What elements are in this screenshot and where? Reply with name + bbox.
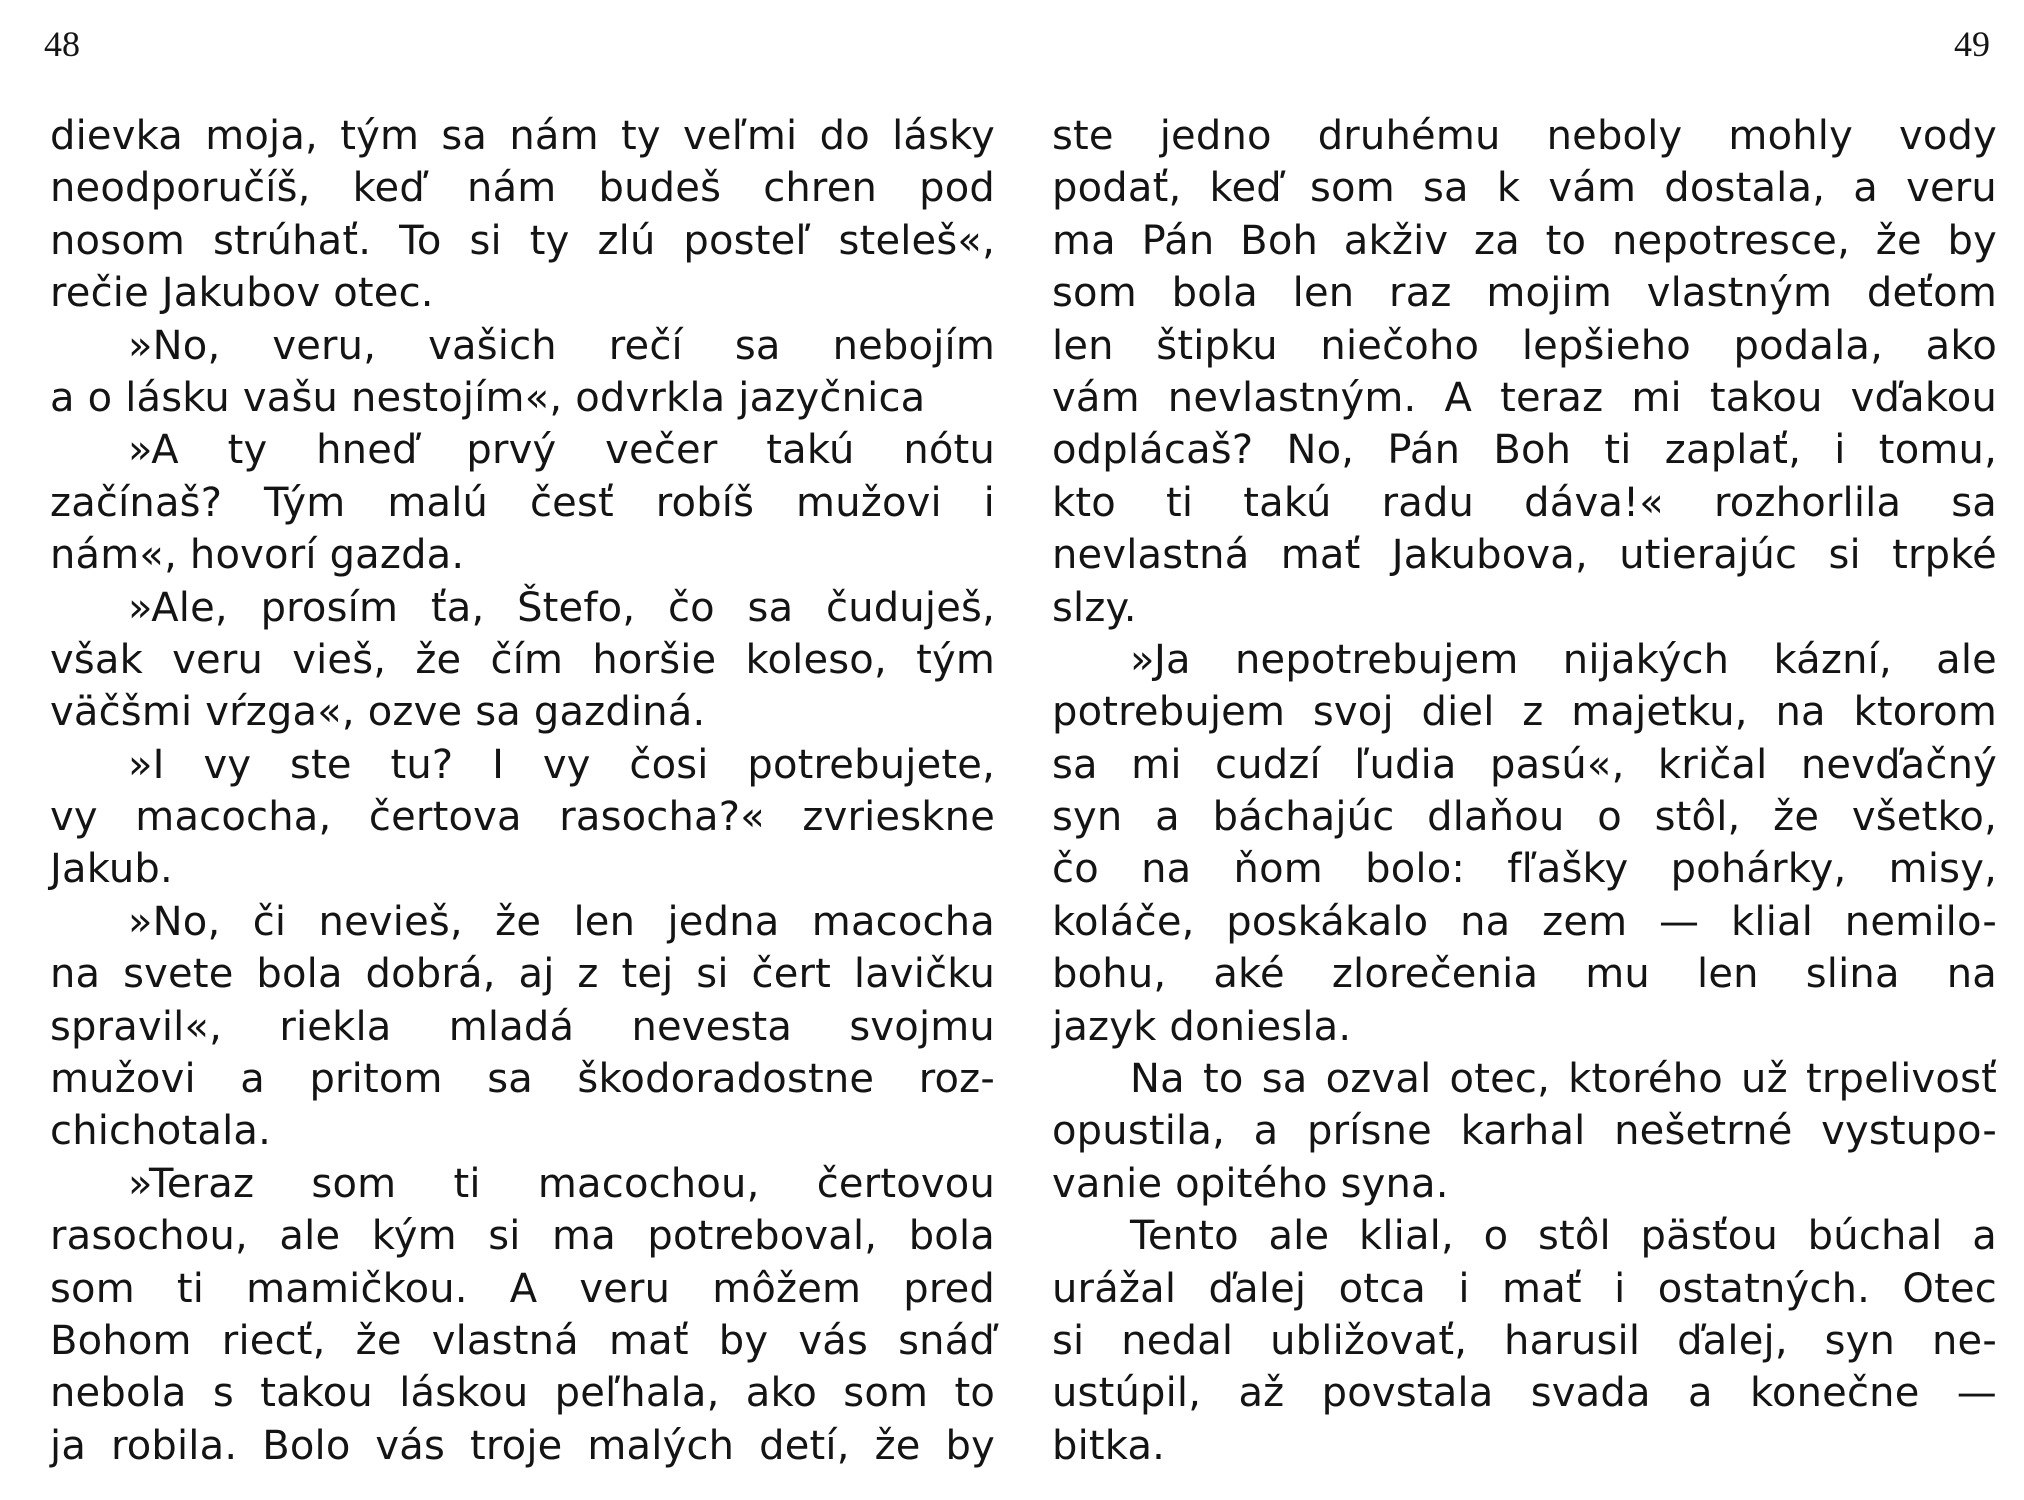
text-line: dievka moja, tým sa nám ty veľmi do lásky	[50, 113, 995, 159]
text-line: potrebujem svoj diel z majetku, na ktorom	[1052, 689, 1997, 736]
text-line: len štipku niečoho lepšieho podala, ako	[1052, 322, 1997, 369]
text-line: ustúpil, až povstala svada a konečne —	[1052, 1370, 1997, 1417]
text-line: kto ti takú radu dáva!« rozhorlila sa	[1052, 479, 1997, 526]
text-line: nebola s takou láskou peľhala, ako som to	[50, 1370, 995, 1417]
text-line: som ti mamičkou. A veru môžem pred	[50, 1265, 995, 1312]
text-line: a o lásku vašu nestojím«, odvrkla jazyčnica	[50, 374, 926, 421]
text-line: urážal ďalej otca i mať i ostatných. Otec	[1052, 1265, 1997, 1312]
text-line: ste jedno druhému neboly mohly vody	[1052, 113, 1997, 159]
text-line: však veru vieš, že čím horšie koleso, tým	[50, 636, 995, 683]
text-line: bitka.	[1052, 1422, 1166, 1469]
text-line: neodporučíš, keď nám budeš chren pod	[50, 165, 995, 212]
text-line: na svete bola dobrá, aj z tej si čert lavičku	[50, 951, 995, 998]
text-line: bohu, aké zlorečenia mu len slina na	[1052, 951, 1997, 998]
page-number-left: 48	[44, 24, 80, 64]
text-line: koláče, poskákalo na zem — klial nemilo-	[1052, 898, 1997, 945]
text-line: spravil«, riekla mladá nevesta svojmu	[50, 1003, 995, 1050]
text-line: sa mi cudzí ľudia pasú«, kričal nevďačný	[1052, 741, 1997, 788]
text-line: syn a báchajúc dlaňou o stôl, že všetko,	[1052, 794, 1997, 841]
page-number-right: 49	[1954, 24, 1990, 64]
text-line: nosom strúhať. To si ty zlú posteľ steleš«,	[50, 217, 995, 264]
text-line: čo na ňom bolo: fľašky pohárky, misy,	[1052, 846, 1997, 893]
text-line: »No, či nevieš, že len jedna macocha	[128, 898, 995, 945]
text-line: odplácaš? No, Pán Boh ti zaplať, i tomu,	[1052, 427, 1997, 474]
text-line: chichotala.	[50, 1108, 272, 1155]
text-line: vám nevlastným. A teraz mi takou vďakou	[1052, 374, 1997, 421]
text-line: nevlastná mať Jakubova, utierajúc si trpké	[1052, 532, 1997, 579]
text-line: ja robila. Bolo vás troje malých detí, že by	[50, 1422, 995, 1469]
text-line: »I vy ste tu? I vy čosi potrebujete,	[128, 741, 995, 788]
text-line: som bola len raz mojim vlastným deťom	[1052, 270, 1997, 317]
text-line: rečie Jakubov otec.	[50, 270, 434, 317]
text-line: Jakub.	[50, 846, 173, 893]
text-line: rasochou, ale kým si ma potreboval, bola	[50, 1213, 995, 1260]
text-line: »Teraz som ti macochou, čertovou	[128, 1160, 995, 1207]
text-line: »No, veru, vašich rečí sa nebojím	[128, 322, 995, 369]
text-line: podať, keď som sa k vám dostala, a veru	[1052, 165, 1997, 212]
text-line: vy macocha, čertova rasocha?« zvrieskne	[50, 794, 995, 841]
text-line: »Ale, prosím ťa, Štefo, čo sa čuduješ,	[128, 584, 995, 631]
text-line: väčšmi vŕzga«, ozve sa gazdiná.	[50, 689, 706, 736]
text-line: Bohom riecť, že vlastná mať by vás snáď	[50, 1317, 995, 1364]
text-line: opustila, a prísne karhal nešetrné vystupo-	[1052, 1108, 1997, 1155]
text-line: slzy.	[1052, 584, 1137, 631]
text-line: vanie opitého syna.	[1052, 1160, 1449, 1207]
text-line: Na to sa ozval otec, ktorého už trpelivosť	[1130, 1056, 1997, 1103]
text-line: začínaš? Tým malú česť robíš mužovi i	[50, 479, 995, 526]
text-line: mužovi a pritom sa škodoradostne roz-	[50, 1056, 995, 1103]
text-line: ma Pán Boh akživ za to nepotresce, že by	[1052, 217, 1997, 264]
text-line: »Ja nepotrebujem nijakých kázní, ale	[1130, 636, 1997, 683]
text-line: si nedal ubližovať, harusil ďalej, syn ne-	[1052, 1317, 1997, 1364]
left-page-text	[50, 110, 995, 1472]
text-line: nám«, hovorí gazda.	[50, 532, 465, 579]
text-line: Tento ale klial, o stôl päsťou búchal a	[1130, 1213, 1997, 1260]
right-page-text	[1052, 110, 1997, 1472]
text-line: »A ty hneď prvý večer takú nótu	[128, 427, 995, 474]
text-line: jazyk doniesla.	[1052, 1003, 1352, 1050]
